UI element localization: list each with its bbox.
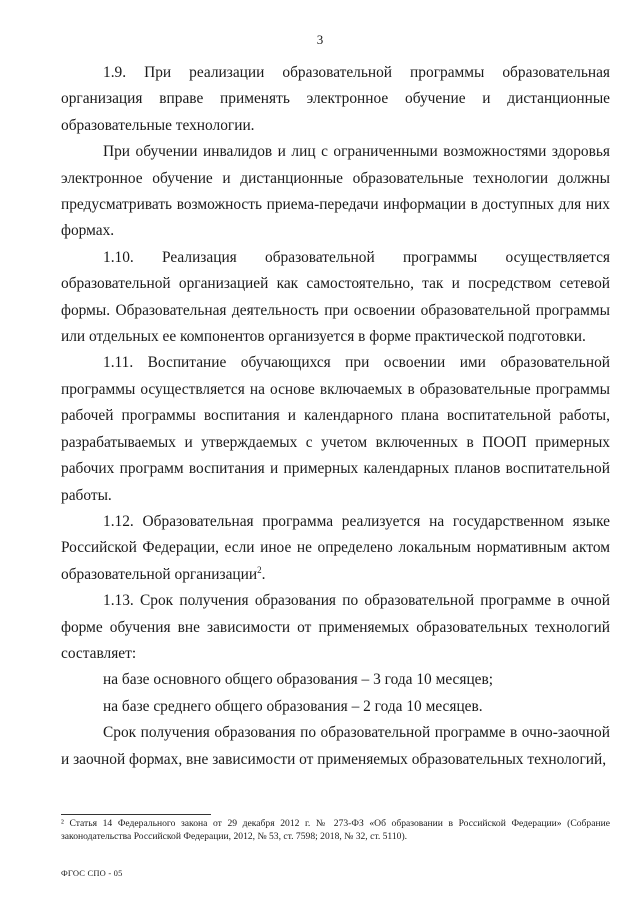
footnote-text: ² Статья 14 Федерального закона от 29 декабря 2012 г. № 273-ФЗ «Об образовании в Российской Федерации» (Собрание законодательства Российской Федерации, 2012, № 53, ст. 7598; 2018, № 32, ст. 5110). <box>61 818 610 842</box>
paragraph-accessibility: При обучении инвалидов и лиц с ограниченными возможностями здоровья электронное обучение и дистанционные образовательные технологии должны предусматривать возможность приема-передачи информации в доступных для них формах. <box>61 143 610 240</box>
footnote-ref: 2 <box>257 564 262 575</box>
footnote-divider <box>61 814 211 815</box>
body-text <box>61 60 610 773</box>
duration-basic-general: на базе основного общего образования – 3 года 10 месяцев; <box>103 671 494 689</box>
paragraph-1-11: 1.11. Воспитание обучающихся при освоении ими образовательной программы осуществляется на основе включаемых в образовательные программы рабочей программы воспитания и календарного плана воспитательной работы, разрабатываемых и утверждаемых с учетом включенных в ПООП примерных рабочих программ воспитания и примерных календарных планов воспитательной работы. <box>61 354 610 504</box>
paragraph-1-10: 1.10. Реализация образовательной программы осуществляется образовательной организацией как самостоятельно, так и посредством сетевой формы. Образовательная деятельность при освоении образовательной программы или отдельных ее компонентов организуется в форме практической подготовки. <box>61 248 610 346</box>
paragraph-1-12-wrap <box>61 509 610 588</box>
duration-secondary-general: на базе среднего общего образования – 2 года 10 месяцев. <box>103 697 483 715</box>
document-code: ФГОС СПО - 05 <box>61 868 123 878</box>
paragraph-1-9: 1.9. При реализации образовательной программы образовательная организация вправе применять электронное обучение и дистанционные образовательные технологии. <box>61 64 610 134</box>
paragraph-part-time: Срок получения образования по образовательной программе в очно-заочной и заочной формах, вне зависимости от применяемых образовательных технологий, <box>61 724 610 768</box>
paragraph-1-13: 1.13. Срок получения образования по образовательной программе в очной форме обучения вне зависимости от применяемых образовательных технологий составляет: <box>61 592 610 662</box>
paragraph-1-12-period: . <box>261 565 266 583</box>
paragraph-1-12: 1.12. Образовательная программа реализуется на государственном языке Российской Федерации, если иное не определено локальным нормативным актом образовательной организации <box>61 512 610 583</box>
page-number: 3 <box>316 32 324 47</box>
